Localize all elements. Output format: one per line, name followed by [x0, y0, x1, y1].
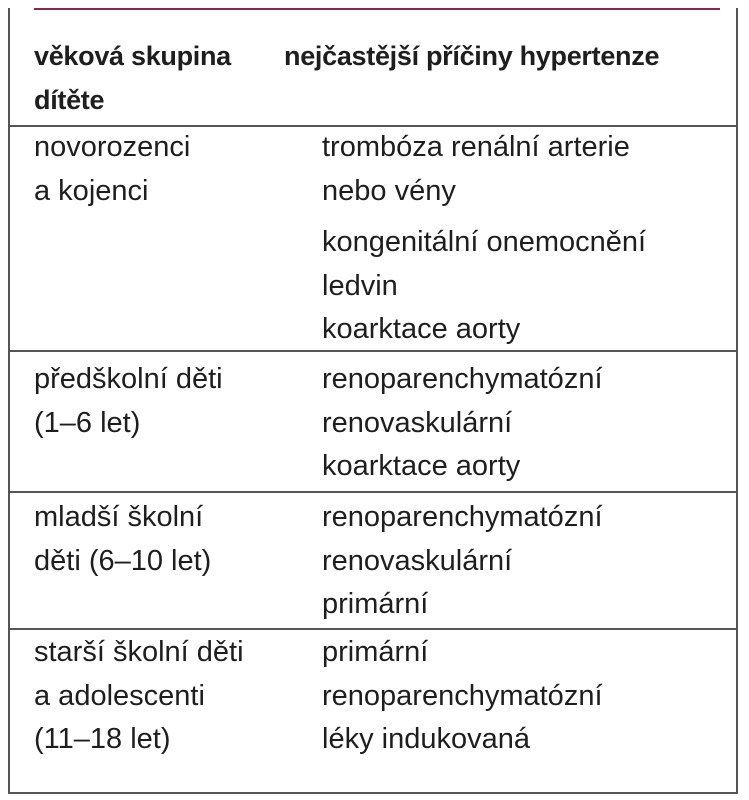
age-line: předškolní děti — [34, 363, 223, 395]
cause-line: ledvin — [322, 269, 398, 302]
cause-line: nebo vény — [322, 174, 456, 207]
cause-line: koarktace aorty — [322, 450, 521, 482]
cause-line: renoparenchymatózní — [322, 363, 603, 395]
row-divider — [10, 350, 736, 352]
age-group-cell — [34, 631, 304, 762]
causes-cell — [322, 126, 732, 352]
table-header — [10, 34, 736, 126]
hypertension-causes-table — [8, 8, 738, 794]
age-line: a adolescenti — [34, 679, 205, 712]
cause-line: renoparenchymatózní — [322, 501, 603, 533]
causes-cell — [322, 358, 732, 489]
age-line: děti (6–10 let) — [34, 544, 212, 577]
top-accent-rule — [34, 8, 720, 10]
header-causes: nejčastější příčiny hypertenze — [284, 41, 660, 71]
row-divider — [10, 628, 736, 630]
cause-line: renovaskulární — [322, 544, 513, 577]
cause-line: trombóza renální arterie — [322, 131, 630, 163]
age-line: starší školní děti — [34, 636, 244, 668]
cause-line: renoparenchymatózní — [322, 679, 603, 712]
header-age-group — [34, 34, 284, 122]
header-age-line: dítěte — [34, 85, 105, 115]
age-line: (1–6 let) — [34, 406, 141, 439]
cause-line: renovaskulární — [322, 406, 513, 439]
causes-cell — [322, 496, 732, 627]
cause-line: kongenitální onemocnění — [322, 226, 647, 258]
cause-line: primární — [322, 636, 429, 668]
causes-cell — [322, 631, 732, 762]
header-age-line: věková skupina — [34, 41, 231, 71]
age-group-cell — [34, 358, 304, 445]
cause-line: primární — [322, 588, 429, 620]
cause-line: koarktace aorty — [322, 313, 521, 345]
age-line: mladší školní — [34, 501, 204, 533]
row-divider — [10, 491, 736, 493]
age-line: novorozenci — [34, 131, 191, 163]
age-group-cell — [34, 126, 304, 213]
age-line: (11–18 let) — [34, 723, 171, 755]
age-group-cell — [34, 496, 304, 583]
cause-line: léky indukovaná — [322, 723, 530, 755]
age-line: a kojenci — [34, 174, 149, 207]
